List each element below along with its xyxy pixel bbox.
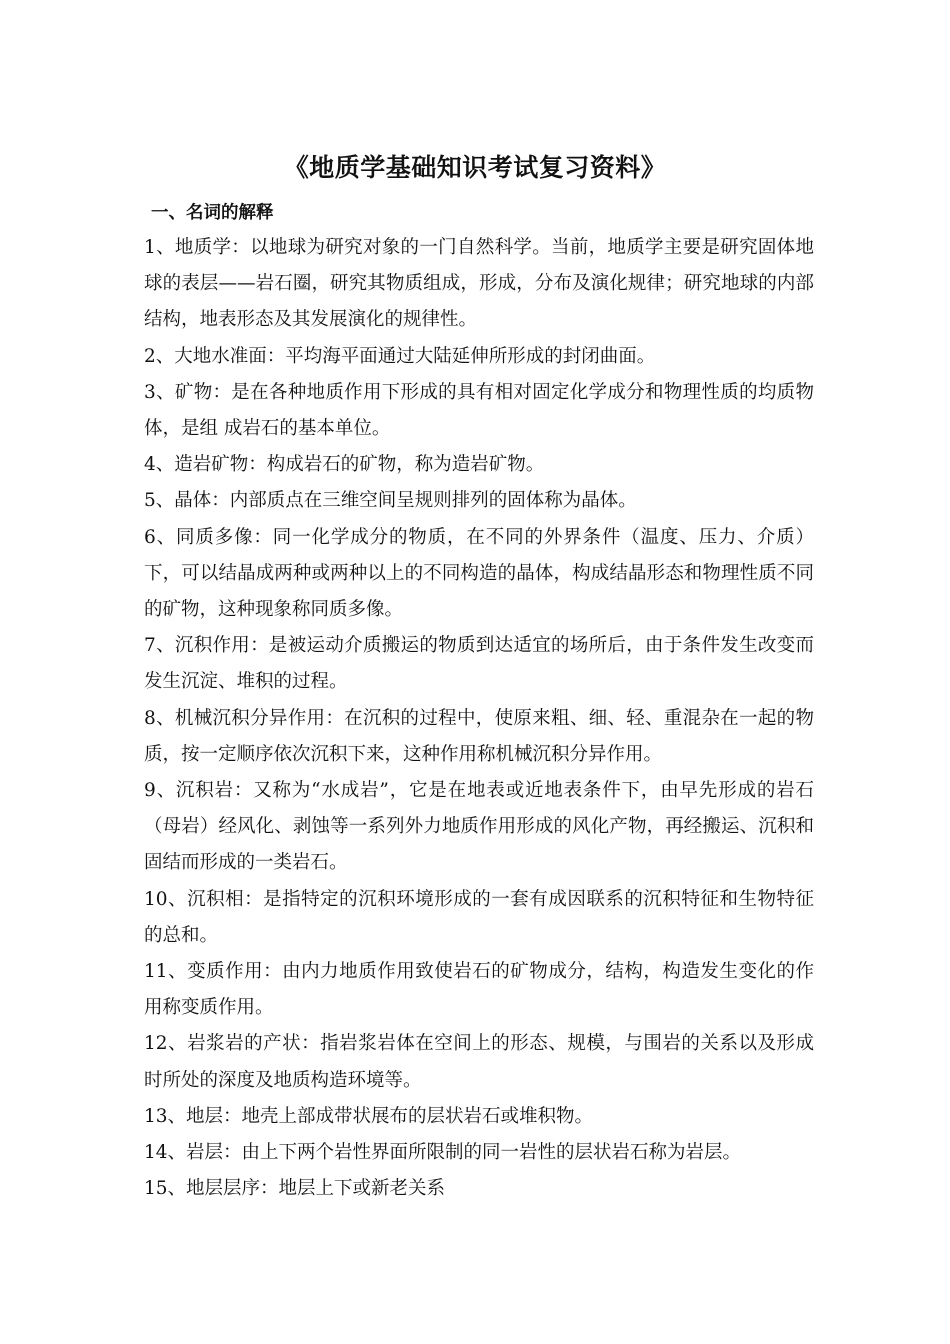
definition-entry: 12、岩浆岩的产状：指岩浆岩体在空间上的形态、规模，与围岩的关系以及形成时所处的深度及地质构造环境等。 <box>144 1033 814 1091</box>
section-heading: 一、名词的解释 <box>151 203 274 223</box>
definitions-list <box>144 230 814 1207</box>
definition-entry: 7、沉积作用：是被运动介质搬运的物质到达适宜的场所后，由于条件发生改变而发生沉淀、堆积的过程。 <box>144 635 814 693</box>
definition-entry: 13、地层：地壳上部成带状展布的层状岩石或堆积物。 <box>144 1105 594 1127</box>
definition-entry: 4、造岩矿物：构成岩石的矿物，称为造岩矿物。 <box>144 454 545 476</box>
definition-entry: 2、大地水准面：平均海平面通过大陆延伸所形成的封闭曲面。 <box>144 345 656 367</box>
definition-entry: 11、变质作用：由内力地质作用致使岩石的矿物成分，结构，构造发生变化的作用称变质作用。 <box>144 961 814 1019</box>
definition-entry: 8、机械沉积分异作用：在沉积的过程中，使原来粗、细、轻、重混杂在一起的物质，按一定顺序依次沉积下来，这种作用称机械沉积分异作用。 <box>144 707 814 765</box>
definition-entry: 10、沉积相：是指特定的沉积环境形成的一套有成因联系的沉积特征和生物特征的总和。 <box>144 888 814 946</box>
definition-entry: 9、沉积岩：又称为“水成岩”，它是在地表或近地表条件下，由早先形成的岩石（母岩）经风化、剥蚀等一系列外力地质作用形成的风化产物，再经搬运、沉积和固结而形成的一类岩石。 <box>144 780 814 874</box>
definition-entry: 5、晶体：内部质点在三维空间呈规则排列的固体称为晶体。 <box>144 490 637 512</box>
definition-entry: 3、矿物：是在各种地质作用下形成的具有相对固定化学成分和物理性质的均质物体，是组 成岩石的基本单位。 <box>144 381 814 440</box>
definition-entry: 6、同质多像：同一化学成分的物质，在不同的外界条件（温度、压力、介质）下，可以结晶成两种或两种以上的不同构造的晶体，构成结晶形态和物理性质不同的矿物，这种现象称同质多像。 <box>144 526 814 621</box>
definition-entry: 14、岩层：由上下两个岩性界面所限制的同一岩性的层状岩石称为岩层。 <box>144 1142 742 1164</box>
document-title: 《地质学基础知识考试复习资料》 <box>283 153 667 182</box>
definition-entry: 15、地层层序：地层上下或新老关系 <box>144 1178 446 1200</box>
definition-entry: 1、地质学：以地球为研究对象的一门自然科学。当前，地质学主要是研究固体地球的表层——岩石圈，研究其物质组成，形成，分布及演化规律；研究地球的内部结构，地表形态及其发展演化的规律性。 <box>144 237 814 331</box>
